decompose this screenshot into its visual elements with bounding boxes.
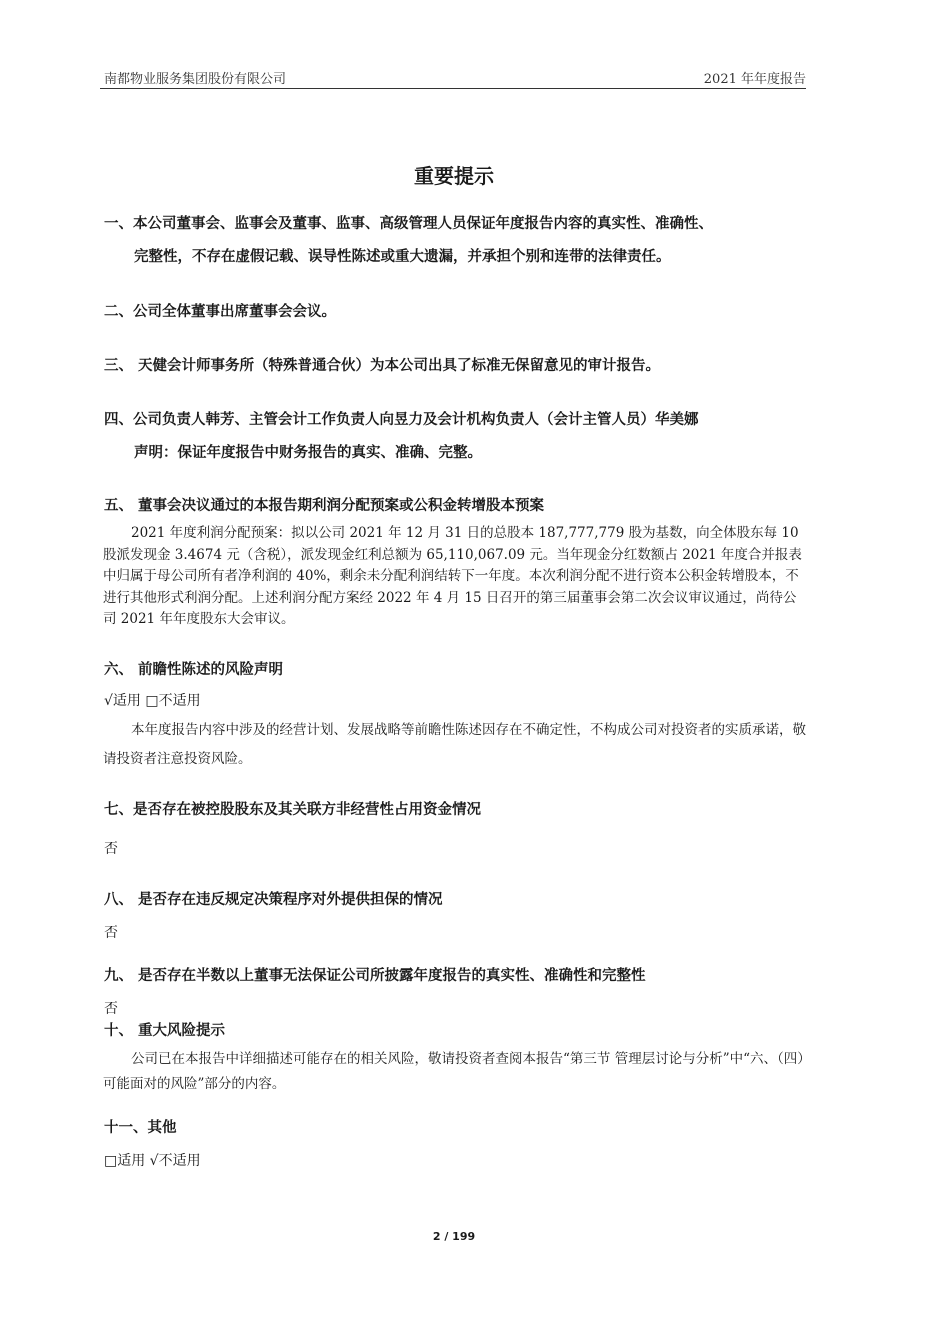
section-4-line-2: 声明：保证年度报告中财务报告的真实、准确、完整。 bbox=[134, 445, 482, 461]
section-3: 三、 天健会计师事务所（特殊普通合伙）为本公司出具了标准无保留意见的审计报告。 bbox=[104, 358, 661, 374]
section-7-answer: 否 bbox=[104, 841, 118, 857]
section-11-checkbox: □适用 √不适用 bbox=[104, 1153, 201, 1169]
page-number: 2 / 199 bbox=[432, 1230, 476, 1243]
section-2: 二、公司全体董事出席董事会会议。 bbox=[104, 304, 336, 320]
section-10-body: 公司已在本报告中详细描述可能存在的相关风险，敬请投资者查阅本报告“第三节 管理层讨论与分析”中“六、（四）可能面对的风险”部分的内容。 bbox=[103, 1051, 804, 1092]
section-5-body: 2021 年度利润分配预案：拟以公司 2021 年 12 月 31 日的总股本 187,777,779 股为基数，向全体股东每 10 股派发现金 3.4674 元（含税），派发现金红利总额为 65,110,067.09 元。当年现金分红数额占 2021 年度合并报表中归属于母公司所有者净利润的 40%，剩余未分配利润结转下一年度。本次利润分配不进行资本公积金转增股本，不进行其他形式利润分配。上述利润分配方案经 2022 年 4 月 15 日召开的第三届董事会第二次会议审议通过，尚待公司 2021 年年度股东大会审议。 bbox=[103, 525, 802, 627]
section-9-heading: 九、 是否存在半数以上董事无法保证公司所披露年度报告的真实性、准确性和完整性 bbox=[104, 968, 646, 984]
section-11-heading: 十一、其他 bbox=[104, 1120, 177, 1136]
section-5-heading: 五、 董事会决议通过的本报告期利润分配预案或公积金转增股本预案 bbox=[104, 498, 545, 514]
section-7-heading: 七、是否存在被控股股东及其关联方非经营性占用资金情况 bbox=[104, 802, 481, 818]
section-1-line-1: 一、本公司董事会、监事会及董事、监事、高级管理人员保证年度报告内容的真实性、准确性、 bbox=[104, 216, 713, 232]
section-6-checkbox: √适用 □不适用 bbox=[104, 693, 201, 709]
header-company: 南都物业服务集团股份有限公司 bbox=[104, 72, 287, 87]
section-1-line-2: 完整性，不存在虚假记载、误导性陈述或重大遗漏，并承担个别和连带的法律责任。 bbox=[134, 249, 671, 265]
section-6-heading: 六、 前瞻性陈述的风险声明 bbox=[104, 662, 284, 678]
header-report-title: 2021 年年度报告 bbox=[703, 72, 806, 87]
page-title: 重要提示 bbox=[414, 164, 494, 188]
section-6-body: 本年度报告内容中涉及的经营计划、发展战略等前瞻性陈述因存在不确定性，不构成公司对投资者的实质承诺，敬请投资者注意投资风险。 bbox=[103, 722, 806, 767]
section-9-answer: 否 bbox=[104, 1001, 118, 1017]
section-8-answer: 否 bbox=[104, 925, 118, 941]
section-8-heading: 八、 是否存在违反规定决策程序对外提供担保的情况 bbox=[104, 892, 443, 908]
header-divider bbox=[100, 88, 806, 89]
section-4-line-1: 四、公司负责人韩芳、主管会计工作负责人向昱力及会计机构负责人（会计主管人员）华美娜 bbox=[104, 412, 699, 428]
section-10-heading: 十、 重大风险提示 bbox=[104, 1023, 226, 1039]
